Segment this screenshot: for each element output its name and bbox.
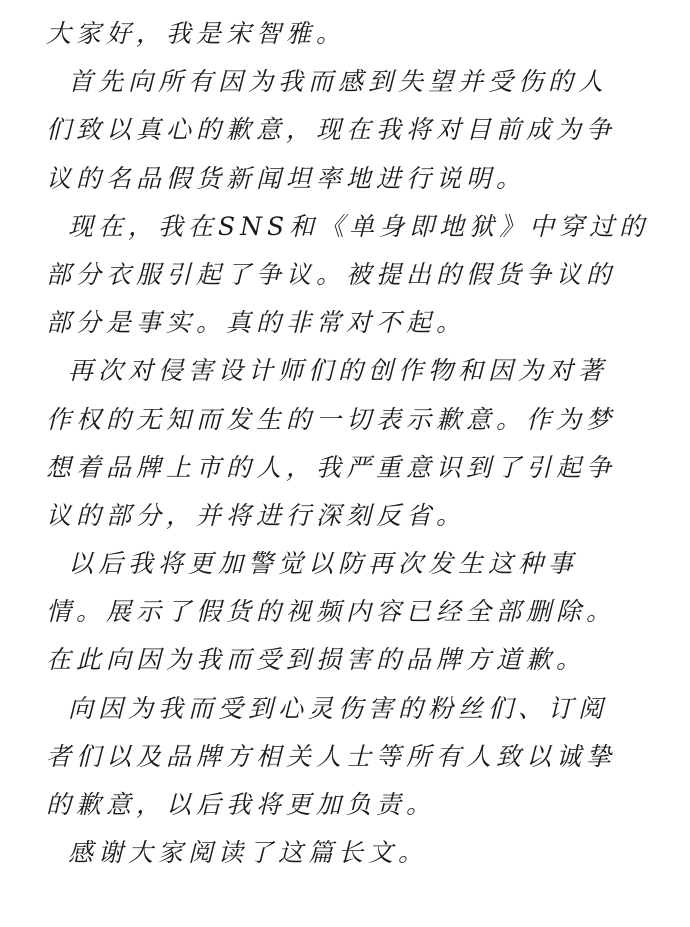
letter-line: 情。展示了假货的视频内容已经全部删除。 [46,597,617,627]
letter-line: 作权的无知而发生的一切表示歉意。作为梦 [46,404,617,434]
letter-line: 首先向所有因为我而感到失望并受伤的人 [68,67,609,97]
letter-line: 者们以及品牌方相关人士等所有人致以诚挚 [46,741,617,771]
letter-line: 想着品牌上市的人，我严重意识到了引起争 [46,452,617,482]
letter-line: 议的名品假货新闻坦率地进行说明。 [46,163,527,193]
letter-line: 感谢大家阅读了这篇长文。 [68,838,429,868]
letter-line: 向因为我而受到心灵伤害的粉丝们、订阅 [68,693,609,723]
letter-line: 的歉意，以后我将更加负责。 [46,790,437,819]
letter-line: 再次对侵害设计师们的创作物和因为对著 [68,356,609,386]
letter-line: 议的部分，并将进行深刻反省。 [46,500,467,530]
letter-line: 部分是事实。真的非常对不起。 [46,308,467,338]
letter-line: 部分衣服引起了争议。被提出的假货争议的 [46,259,617,289]
letter-line: 们致以真心的歉意，现在我将对目前成为争 [46,115,617,145]
letter-line: 以后我将更加警觉以防再次发生这种事 [68,549,579,579]
letter-line: 现在，我在SNS和《单身即地狱》中穿过的 [68,211,650,241]
letter-line: 在此向因为我而受到损害的品牌方道歉。 [46,645,587,675]
letter-line: 大家好，我是宋智雅。 [46,19,347,48]
